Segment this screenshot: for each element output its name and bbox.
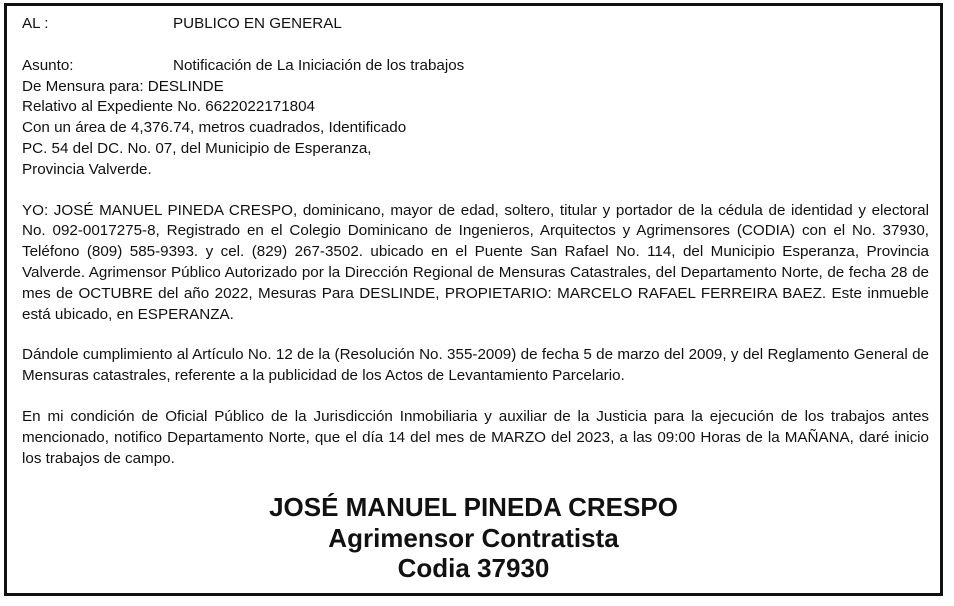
legal-compliance: Dándole cumplimiento al Artículo No. 12 de la (Resolución No. 355-2009) de fecha 5 de marzo del 2009, y del Reglamento General de Mensuras catastrales, referente a la publicidad de los Actos de Levantamiento Parcelario. <box>22 346 929 385</box>
signature-block <box>7 492 940 584</box>
area-description: Con un área de 4,376.74, metros cuadrados, Identificado <box>22 119 407 137</box>
surveyor-declaration: YO: JOSÉ MANUEL PINEDA CRESPO, dominicano, mayor de edad, soltero, titular y portador de la cédula de identidad y electoral No. 092-0017275-8, Registrado en el Colegio Dominicano de Ingenieros, Arquitectos y Agrimensores (CODIA) con el No. 37930, Teléfono (809) 585-9393. y cel. (829) 267-3502. ubicado en el Puente San Rafael No. 114, del Municipio Esperanza, Provincia Valverde. Agrimensor Público Autorizado por la Dirección Regional de Mensuras Catastrales, del Departamento Norte, de fecha 28 de mes de OCTUBRE del año 2022, Mesuras Para DESLINDE, PROPIETARIO: MARCELO RAFAEL FERREIRA BAEZ. Este inmueble está ubicado, en ESPERANZA. <box>22 201 929 323</box>
addressee-value: PUBLICO EN GENERAL <box>173 15 342 32</box>
province: Provincia Valverde. <box>22 160 152 178</box>
parcel-location: PC. 54 del DC. No. 07, del Municipio de Esperanza, <box>22 139 372 157</box>
addressee-label: AL : <box>22 15 49 32</box>
subject-value: Notificación de La Iniciación de los trabajos <box>173 56 465 74</box>
signer-title: Agrimensor Contratista <box>328 522 619 553</box>
work-start-notice: En mi condición de Oficial Público de la Jurisdicción Inmobiliaria y auxiliar de la Justicia para la ejecución de los trabajos antes mencionado, notifico Departamento Norte, que el día 14 del mes de MARZO del 2023, a las 09:00 Horas de la MAÑANA, daré inicio los trabajos de campo. <box>22 407 929 467</box>
public-notice <box>4 3 943 596</box>
file-number: Relativo al Expediente No. 6622022171804 <box>22 98 316 116</box>
subject-label: Asunto: <box>22 56 74 74</box>
subject-row <box>22 56 929 77</box>
signer-name: JOSÉ MANUEL PINEDA CRESPO <box>269 492 678 522</box>
survey-type: De Mensura para: DESLINDE <box>22 77 224 95</box>
signer-registration: Codia 37930 <box>397 553 550 583</box>
addressee-row <box>22 14 929 35</box>
notice-body <box>22 14 929 469</box>
